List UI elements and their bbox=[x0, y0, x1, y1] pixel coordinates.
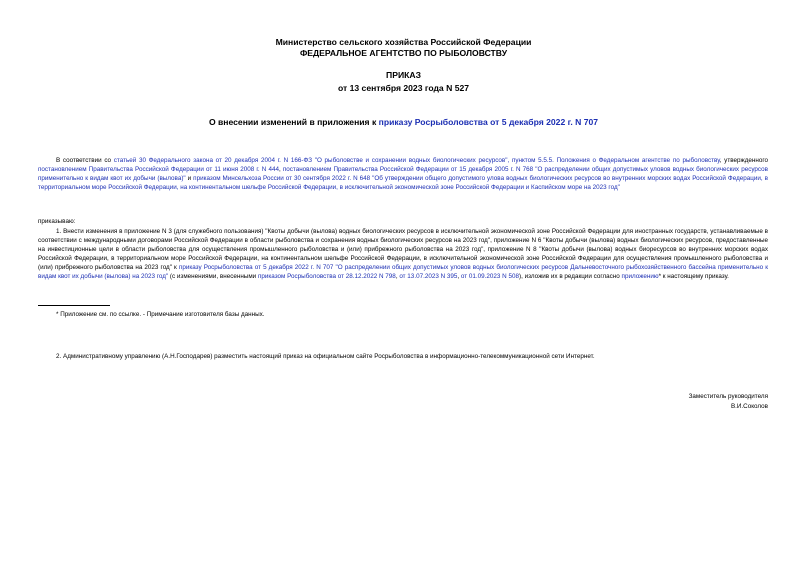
para3-text-1: 1. Внести изменения в приложение N 3 (для служебного пользования) "Квоты добычи (вылова) водных биологических ресурсов в исключительной экономической зоне Российской Федерации для иностранных государств, устанавливаемые в соответствии с международными договорами Российской Федерации в области рыболовства и сохранения водных биологических ресурсов на 2023 год", приложение N 6 "Квоты добычи (вылова) водных биологических ресурсов, предоставленные на инвестиционные цели в области рыболовства для осуществления промышленного рыболовства и (или) прибрежного рыболовства на 2023 год", приложение N 8 "Квоты добычи (вылова) водных биоресурсов во внутренних морских водах Российской Федерации, в территориальном море Российской Федерации, на континентальном шельфе Российской Федерации, в исключительной экономической зоне Российской Федерации для осуществления промышленного рыболовства и (или) прибрежного рыболовства на 2023 год" к bbox=[38, 228, 768, 272]
signature-position: Заместитель руководителя bbox=[688, 393, 768, 400]
para1-text-2: , утвержденного bbox=[719, 157, 768, 164]
para3-text-3: , bbox=[395, 273, 400, 281]
title-link[interactable]: приказу Росрыболовства от 5 декабря 2022 г. N 707 bbox=[378, 117, 599, 127]
para1-text-1: В соответствии со bbox=[56, 157, 114, 164]
signature-name: В.И.Соколов bbox=[730, 403, 768, 410]
doc-type-heading: ПРИКАЗ bbox=[386, 70, 421, 80]
footnote-divider bbox=[38, 305, 110, 306]
para3-link-order-707[interactable]: приказу Росрыболовства от 5 декабря 2022 г. N 707 "О распределении общих допустимых уловов водных биологических ресурсов Дальневосточного рыбохозяйственного бассейна применительно к видам квот их добычи (вылова) на 2023 год" bbox=[38, 264, 768, 281]
para3-text-6: * к настоящему приказу. bbox=[658, 273, 729, 281]
para3-link-order-395[interactable]: от 13.07.2023 N 395 bbox=[399, 273, 458, 281]
para1-text-4: и bbox=[185, 175, 194, 183]
para3-text-2: (с изменениями, внесенными bbox=[168, 273, 258, 281]
document-title bbox=[0, 117, 807, 128]
para3-link-order-508[interactable]: от 01.09.2023 N 508 bbox=[460, 273, 519, 281]
para1-link-law[interactable]: статьей 30 Федерального закона от 20 декабря 2004 г. N 166-ФЗ "О рыболовстве и сохранении водных биологических ресурсов", пунктом 5.5.5. Положения о Федеральном агентстве по рыболовству bbox=[113, 157, 720, 164]
agency-heading: ФЕДЕРАЛЬНОЕ АГЕНТСТВО ПО РЫБОЛОВСТВУ bbox=[299, 48, 508, 58]
para3-text-5: ), изложив их в редакции согласно bbox=[518, 273, 622, 281]
para1-text-3: , bbox=[278, 166, 283, 174]
para1-link-decree-768[interactable]: постановлением Правительства Российской Федерации от 15 декабря 2005 г. N 768 "О распределении общих допустимых уловов водных биологических ресурсов применительно к видам квот их добычи (вылова)" bbox=[38, 166, 768, 183]
para1-link-decree-444[interactable]: постановлением Правительства Российской Федерации от 11 июня 2008 г. N 444 bbox=[38, 166, 279, 174]
para3-link-order-798[interactable]: приказом Росрыболовства от 28.12.2022 N 798 bbox=[257, 273, 396, 281]
para3-link-appendix[interactable]: приложению bbox=[621, 273, 659, 281]
legal-basis-paragraph bbox=[38, 156, 768, 192]
para1-link-order-648[interactable]: приказом Минсельхоза России от 30 сентября 2022 г. N 648 "Об утверждении общего допустимого улова водных биологических ресурсов во внутренних морских водах Российской Федерации, в территориальном море Российской Федерации, на континентальном шельфе Российской Федерации, в исключительной экономической зоне Российской Федерации и Каспийском море на 2023 год" bbox=[38, 175, 768, 192]
footnote: * Приложение см. по ссылке. - Примечание изготовителя базы данных. bbox=[56, 311, 265, 318]
ministry-heading: Министерство сельского хозяйства Российской Федерации bbox=[275, 37, 532, 47]
order-word: приказываю: bbox=[38, 218, 76, 225]
title-prefix: О внесении изменений в приложения к bbox=[208, 117, 379, 127]
para3-text-4: , bbox=[457, 273, 461, 281]
item-1-paragraph bbox=[38, 227, 768, 282]
item-2-paragraph: 2. Административному управлению (А.Н.Господарев) разместить настоящий приказ на официальном сайте Росрыболовства в информационно-телекоммуникационной сети Интернет. bbox=[56, 353, 595, 360]
date-number-heading: от 13 сентября 2023 года N 527 bbox=[337, 83, 470, 93]
